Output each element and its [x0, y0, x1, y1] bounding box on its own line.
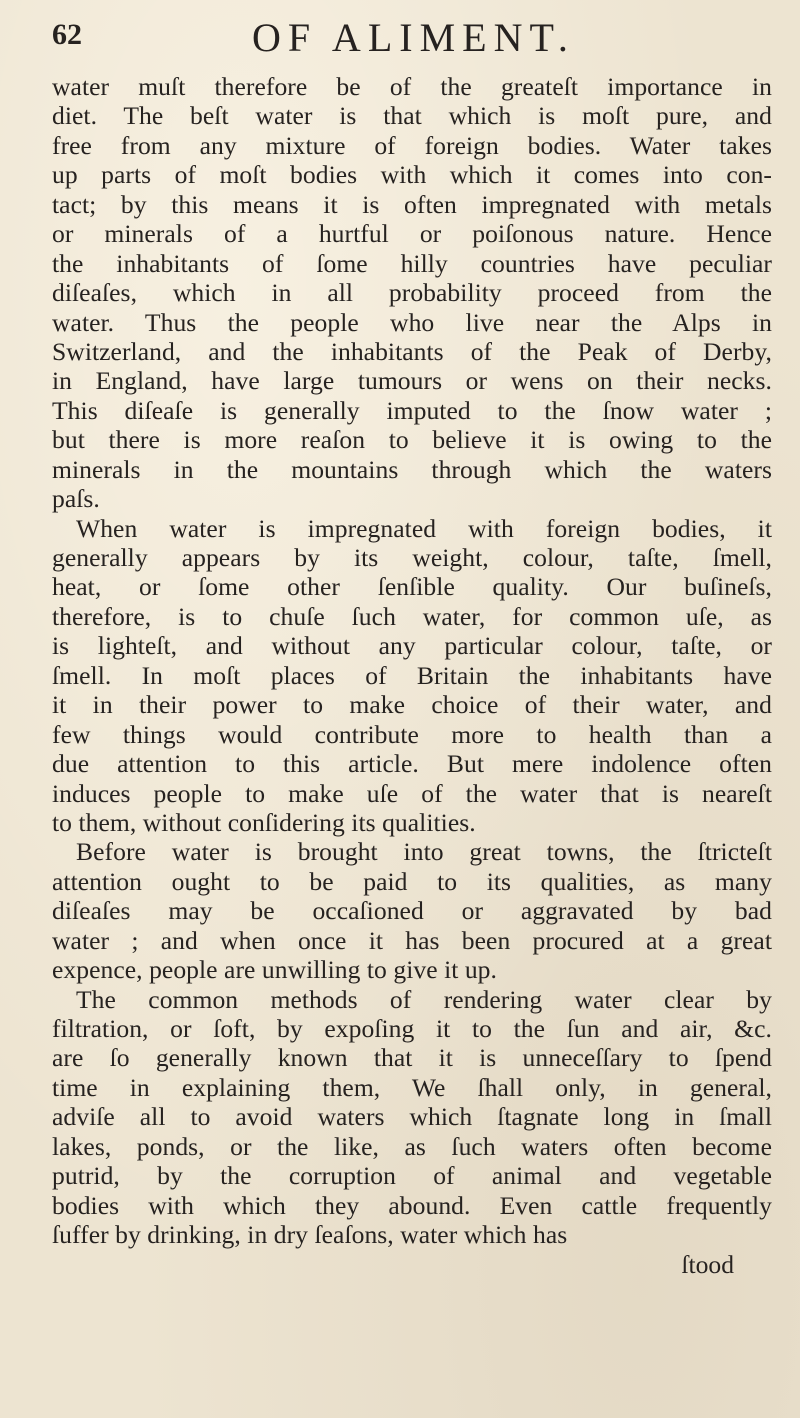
- paragraph: [52, 514, 772, 838]
- page-header: [52, 4, 752, 74]
- text-line: diſeaſes may be occaſioned or aggravated by bad: [52, 896, 772, 926]
- text-line: free from any mixture of foreign bodies. Water takes: [52, 130, 772, 160]
- text-line: bodies with which they abound. Even cattle frequently: [52, 1190, 772, 1220]
- text-line: water. Thus the people who live near the Alps in: [52, 307, 772, 337]
- paragraph: [52, 72, 772, 514]
- text-line: diet. The beſt water is that which is moſt pure, and: [52, 101, 772, 131]
- catchword: ſtood: [681, 1249, 734, 1279]
- paragraph: [52, 985, 772, 1250]
- text-line: water muſt therefore be of the greateſt importance in: [52, 72, 772, 101]
- text-line: ſmell. In moſt places of Britain the inhabitants have: [52, 660, 772, 690]
- text-line: Before water is brought into great towns, the ſtricteſt: [76, 837, 772, 867]
- text-line: water ; and when once it has been procured at a great: [52, 925, 772, 955]
- text-line: heat, or ſome other ſenſible quality. Our buſineſs,: [52, 572, 772, 602]
- text-line: in England, have large tumours or wens on their necks.: [52, 366, 772, 396]
- text-line: induces people to make uſe of the water that is neareſt: [52, 778, 772, 808]
- text-line: to them, without conſidering its qualities.: [52, 807, 476, 837]
- text-line: expence, people are unwilling to give it up.: [52, 955, 497, 985]
- text-line: adviſe all to avoid waters which ſtagnate long in ſmall: [52, 1102, 772, 1132]
- running-title: OF ALIMENT.: [252, 15, 575, 60]
- text-line: diſeaſes, which in all probability proceed from the: [52, 278, 772, 308]
- paragraph: [52, 837, 772, 984]
- text-line: the inhabitants of ſome hilly countries have peculiar: [52, 248, 772, 278]
- text-line: is lighteſt, and without any particular colour, taſte, or: [52, 631, 772, 661]
- text-line: Switzerland, and the inhabitants of the Peak of Derby,: [52, 336, 772, 366]
- text-line: or minerals of a hurtful or poiſonous nature. Hence: [52, 219, 772, 249]
- text-line: paſs.: [52, 484, 100, 514]
- text-line: due attention to this article. But mere indolence often: [52, 749, 772, 779]
- text-line: minerals in the mountains through which the waters: [52, 454, 772, 484]
- text-line: This diſeaſe is generally imputed to the ſnow water ;: [52, 395, 772, 425]
- text-line: When water is impregnated with foreign bodies, it: [76, 513, 772, 543]
- text-line: filtration, or ſoft, by expoſing it to the ſun and air, &c.: [52, 1014, 772, 1043]
- text-line: The common methods of rendering water clear by: [76, 984, 772, 1014]
- text-line: tact; by this means it is often impregnated with metals: [52, 189, 772, 219]
- page-number: 62: [52, 18, 82, 51]
- text-line: putrid, by the corruption of animal and vegetable: [52, 1161, 772, 1191]
- text-line: lakes, ponds, or the like, as ſuch waters often become: [52, 1131, 772, 1161]
- text-line: few things would contribute more to health than a: [52, 719, 772, 749]
- text-line: attention ought to be paid to its qualities, as many: [52, 866, 772, 896]
- text-line: time in explaining them, We ſhall only, in general,: [52, 1072, 772, 1102]
- text-line: ſuffer by drinking, in dry ſeaſons, water which has: [52, 1220, 568, 1250]
- body-text: [52, 72, 772, 1279]
- text-line: generally appears by its weight, colour, taſte, ſmell,: [52, 543, 772, 572]
- text-line: it in their power to make choice of their water, and: [52, 690, 772, 720]
- text-line: are ſo generally known that it is unneceſſary to ſpend: [52, 1043, 772, 1073]
- text-line: therefore, is to chuſe ſuch water, for common uſe, as: [52, 601, 772, 631]
- text-line: but there is more reaſon to believe it is owing to the: [52, 425, 772, 455]
- text-line: up parts of moſt bodies with which it comes into con-: [52, 160, 772, 190]
